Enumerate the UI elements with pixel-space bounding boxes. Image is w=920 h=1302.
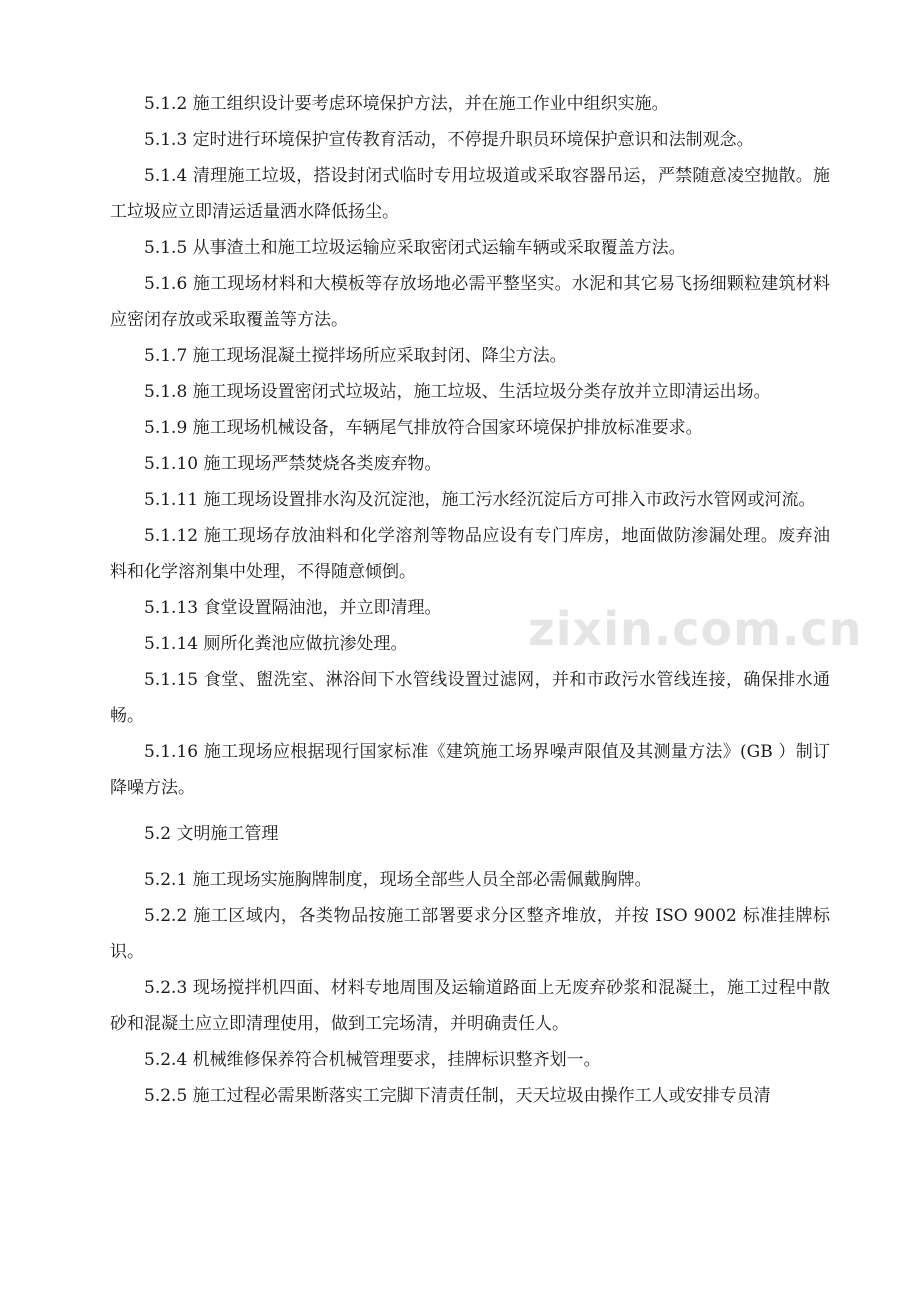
paragraph-5-1-6: 5.1.6 施工现场材料和大模板等存放场地必需平整坚实。水泥和其它易飞扬细颗粒建筑材料应密闭存放或采取覆盖等方法。 [110, 274, 830, 330]
section-heading-5-2: 5.2 文明施工管理 [144, 824, 279, 844]
paragraph-5-1-3: 5.1.3 定时进行环境保护宣传教育活动，不停提升职员环境保护意识和法制观念。 [144, 130, 754, 150]
watermark: zixin.com.cn [528, 602, 863, 656]
document-body [110, 86, 830, 1114]
paragraph-5-1-11: 5.1.11 施工现场设置排水沟及沉淀池，施工污水经沉淀后方可排入市政污水管网或河流。 [144, 490, 816, 510]
paragraph-5-2-3: 5.2.3 现场搅拌机四面、材料专地周围及运输道路面上无废弃砂浆和混凝土，施工过程中散砂和混凝土应立即清理使用，做到工完场清，并明确责任人。 [110, 978, 830, 1034]
paragraph-5-1-15: 5.1.15 食堂、盥洗室、淋浴间下水管线设置过滤网，并和市政污水管线连接，确保排水通畅。 [110, 670, 830, 726]
paragraph-5-1-13: 5.1.13 食堂设置隔油池，并立即清理。 [144, 598, 442, 618]
paragraph-5-1-9: 5.1.9 施工现场机械设备，车辆尾气排放符合国家环境保护排放标准要求。 [144, 418, 703, 438]
paragraph-5-2-1: 5.2.1 施工现场实施胸牌制度，现场全部些人员全部必需佩戴胸牌。 [144, 870, 652, 890]
paragraph-5-2-2: 5.2.2 施工区域内，各类物品按施工部署要求分区整齐堆放，并按 ISO 9002 标准挂牌标识。 [110, 906, 830, 962]
paragraph-5-1-14: 5.1.14 厕所化粪池应做抗渗处理。 [144, 634, 408, 654]
paragraph-5-1-16: 5.1.16 施工现场应根据现行国家标准《建筑施工场界噪声限值及其测量方法》(GB ）制订降噪方法。 [110, 742, 830, 798]
paragraph-5-2-5: 5.2.5 施工过程必需果断落实工完脚下清责任制，天天垃圾由操作工人或安排专员清 [144, 1086, 771, 1106]
paragraph-5-2-4: 5.2.4 机械维修保养符合机械管理要求，挂牌标识整齐划一。 [144, 1050, 601, 1070]
paragraph-5-1-12: 5.1.12 施工现场存放油料和化学溶剂等物品应设有专门库房，地面做防渗漏处理。废弃油料和化学溶剂集中处理，不得随意倾倒。 [110, 526, 830, 582]
paragraph-5-1-5: 5.1.5 从事渣土和施工垃圾运输应采取密闭式运输车辆或采取覆盖方法。 [144, 238, 686, 258]
paragraph-5-1-2: 5.1.2 施工组织设计要考虑环境保护方法，并在施工作业中组织实施。 [144, 94, 669, 114]
paragraph-5-1-10: 5.1.10 施工现场严禁焚烧各类废弃物。 [144, 454, 442, 474]
paragraph-5-1-4: 5.1.4 清理施工垃圾，搭设封闭式临时专用垃圾道或采取容器吊运，严禁随意凌空抛散。施工垃圾应立即清运适量洒水降低扬尘。 [110, 166, 830, 222]
paragraph-5-1-8: 5.1.8 施工现场设置密闭式垃圾站，施工垃圾、生活垃圾分类存放并立即清运出场。 [144, 382, 771, 402]
paragraph-5-1-7: 5.1.7 施工现场混凝土搅拌场所应采取封闭、降尘方法。 [144, 346, 567, 366]
